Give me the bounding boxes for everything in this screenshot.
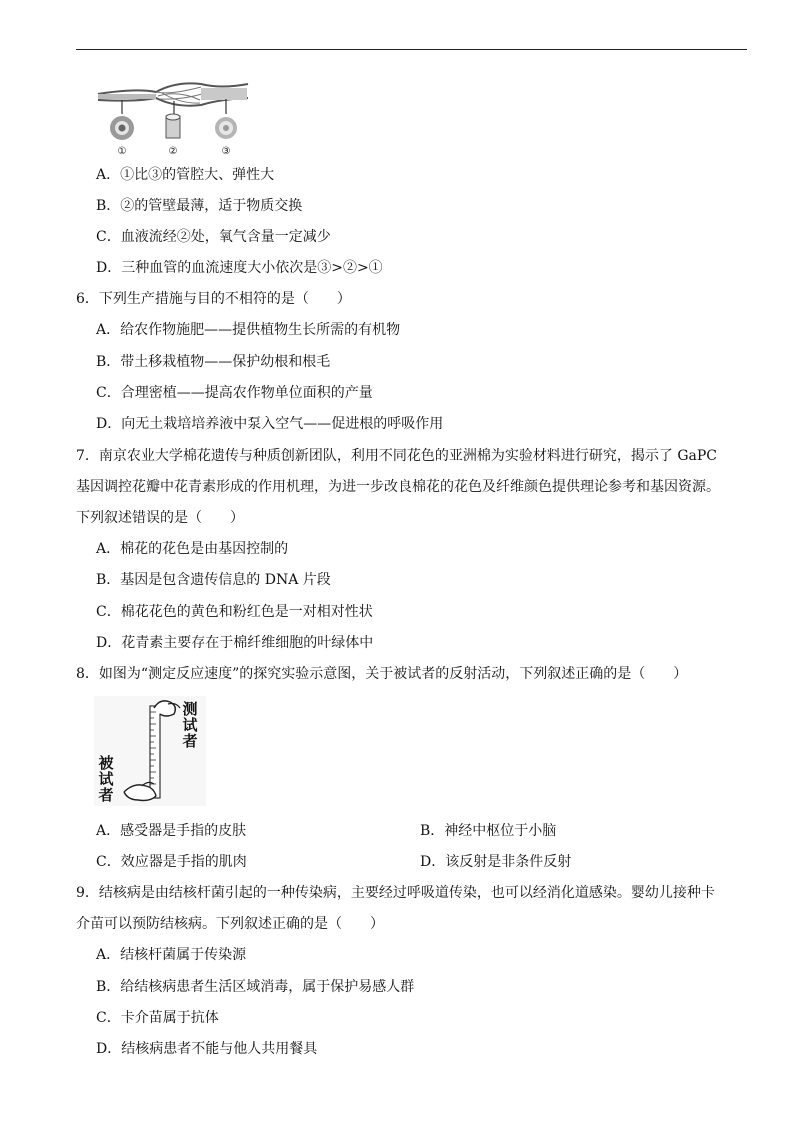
q7-option-d[interactable]: D．花青素主要存在于棉纤维细胞的叶绿体中: [96, 635, 374, 651]
q9-option-b[interactable]: B．给结核病患者生活区域消毒，属于保护易感人群: [96, 979, 415, 995]
subject-label-char-1: 被: [98, 754, 114, 772]
q9-stem-line-2: 介苗可以预防结核病。下列叙述正确的是（ ）: [76, 916, 384, 932]
artery-cross-section: [110, 116, 134, 140]
vessel-label-3: ③: [221, 146, 231, 157]
q8-stem: 8．如图为“测定反应速度”的探究实验示意图，关于被试者的反射活动，下列叙述正确的是（ ）: [76, 666, 688, 682]
vein-cross-section: [215, 117, 237, 139]
q7-stem-line-2: 基因调控花瓣中花青素形成的作用机理，为进一步改良棉花的花色及纤维颜色提供理论参考和基因资源。: [76, 479, 720, 495]
q6-stem: 6．下列生产措施与目的不相符的是（ ）: [76, 291, 351, 307]
q7-stem-line-3: 下列叙述错误的是（ ）: [76, 510, 244, 526]
q7-stem-line-1: 7．南京农业大学棉花遗传与种质创新团队，利用不同花色的亚洲棉为实验材料进行研究，揭示了 GaPC: [76, 448, 718, 464]
capillary-cross-section: [166, 114, 180, 138]
vessel-tube-image: [98, 83, 248, 114]
blood-vessel-figure: [96, 78, 256, 160]
q6-option-a[interactable]: A．给农作物施肥——提供植物生长所需的有机物: [96, 322, 401, 338]
q6-option-b[interactable]: B．带土移栽植物——保护幼根和根毛: [96, 354, 331, 370]
q5-option-c[interactable]: C．血液流经②处，氧气含量一定减少: [96, 229, 331, 245]
q7-option-b[interactable]: B．基因是包含遗传信息的 DNA 片段: [96, 572, 331, 588]
q5-option-d[interactable]: D．三种血管的血流速度大小依次是③>②>①: [96, 260, 383, 276]
q8-option-a[interactable]: A．感受器是手指的皮肤: [96, 823, 247, 839]
q5-option-a[interactable]: A．①比③的管腔大、弹性大: [96, 167, 275, 183]
subject-label-char-2: 试: [98, 770, 114, 788]
ruler-image: [150, 706, 160, 798]
reaction-test-figure: [94, 696, 206, 806]
tester-label-char-1: 测: [182, 700, 198, 718]
tester-label-char-3: 者: [182, 732, 198, 750]
q8-option-d[interactable]: D．该反射是非条件反射: [420, 854, 572, 870]
q9-option-a[interactable]: A．结核杆菌属于传染源: [96, 947, 247, 963]
q7-option-a[interactable]: A．棉花的花色是由基因控制的: [96, 541, 289, 557]
q8-option-c[interactable]: C．效应器是手指的肌肉: [96, 854, 247, 870]
q6-option-c[interactable]: C．合理密植——提高农作物单位面积的产量: [96, 385, 373, 401]
q7-option-c[interactable]: C．棉花花色的黄色和粉红色是一对相对性状: [96, 604, 373, 620]
q9-stem-line-1: 9．结核病是由结核杆菌引起的一种传染病，主要经过呼吸道传染，也可以经消化道感染。婴幼儿接种卡: [76, 885, 715, 901]
q8-option-b[interactable]: B．神经中枢位于小脑: [420, 823, 557, 839]
header-rule: [76, 49, 747, 50]
subject-label-char-3: 者: [98, 786, 114, 804]
vessel-label-1: ①: [117, 146, 127, 157]
q6-option-d[interactable]: D．向无土栽培培养液中泵入空气——促进根的呼吸作用: [96, 416, 444, 432]
q9-option-d[interactable]: D．结核病患者不能与他人共用餐具: [96, 1041, 318, 1057]
tester-label-char-2: 试: [182, 716, 198, 734]
q5-option-b[interactable]: B．②的管壁最薄，适于物质交换: [96, 198, 303, 214]
vessel-label-2: ②: [168, 146, 178, 157]
q9-option-c[interactable]: C．卡介苗属于抗体: [96, 1010, 219, 1026]
